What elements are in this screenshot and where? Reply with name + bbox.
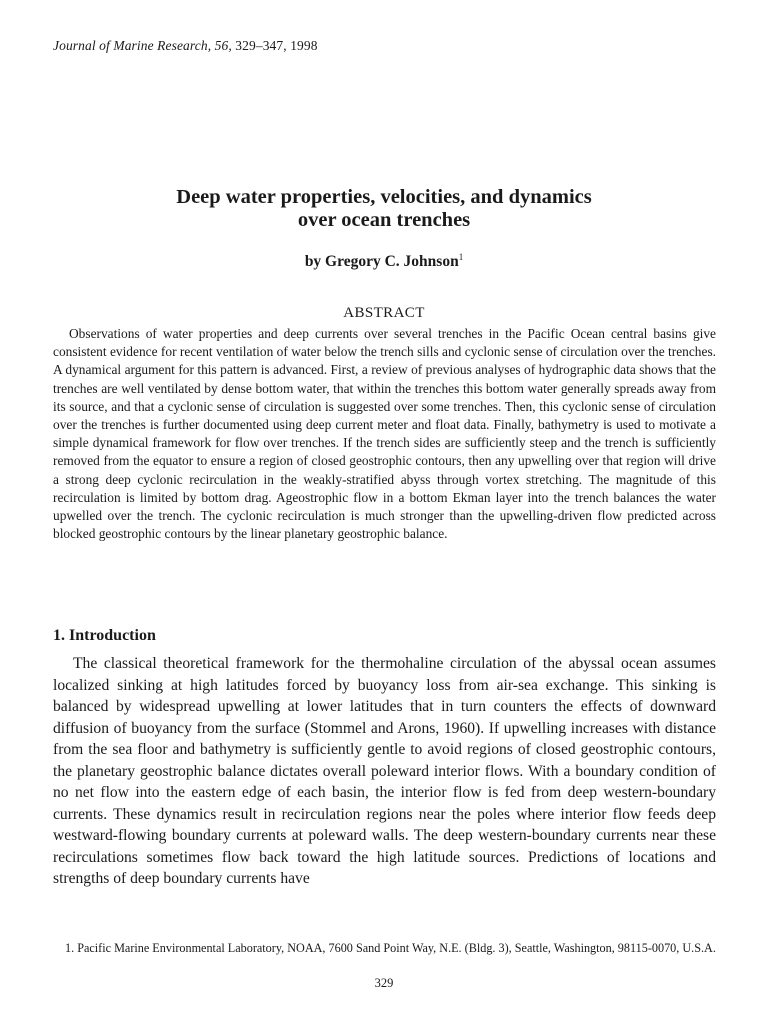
- page-number: 329: [374, 976, 394, 990]
- introduction-paragraph: The classical theoretical framework for the thermohaline circulation of the abyssal ocean assumes localized sinking at high latitudes forced by buoyancy loss from air-sea exchange. This sinking is balanced by widespread upwelling at lower latitudes that in turn counters the effects of downward diffusion of buoyancy from the surface (Stommel and Arons, 1960). If upwelling increases with distance from the sea floor and bathymetry is sufficiently gentle to avoid regions of closed geostrophic contours, the planetary geostrophic balance dictates overall poleward interior flows. With a boundary condition of no net flow into the eastern edge of each basin, the interior flow is fed from deep western-boundary currents. These dynamics result in recirculation regions near the poles where interior flow feeds deep westward-flowing boundary currents at poleward walls. The deep western-boundary currents near these recirculations sometimes flow back toward the high latitude sources. Predictions of locations and strengths of deep boundary currents have: [53, 655, 716, 887]
- journal-reference: [53, 38, 318, 54]
- article-title: [0, 186, 768, 232]
- article-title-line-2: over ocean trenches: [297, 209, 471, 231]
- author-name: by Gregory C. Johnson: [304, 253, 459, 270]
- author-byline: [0, 252, 768, 271]
- footnote-affiliation: 1. Pacific Marine Environmental Laboratory, NOAA, 7600 Sand Point Way, N.E. (Bldg. 3), Seattle, Washington, 98115-0070, U.S.A.: [65, 941, 716, 955]
- section-heading-introduction: 1. Introduction: [53, 627, 156, 644]
- article-title-line-1: Deep water properties, velocities, and dynamics: [176, 186, 592, 208]
- journal-name: Journal of Marine Research, 56,: [53, 38, 232, 53]
- author-footnote-marker[interactable]: 1: [458, 252, 464, 262]
- journal-pages-year: 329–347, 1998: [231, 38, 318, 53]
- abstract-heading: ABSTRACT: [343, 305, 425, 321]
- abstract-text: Observations of water properties and deep currents over several trenches in the Pacific Ocean central basins give consistent evidence for recent ventilation of water below the trench sills and cyclonic sense of circulation over the trenches. A dynamical argument for this pattern is advanced. First, a review of previous analyses of hydrographic data shows that the trenches are well ventilated by dense bottom water, that within the trenches this bottom water generally spreads away from its source, and that a cyclonic sense of circulation is suggested over some trenches. Then, this cyclonic sense of circulation over the trenches is further documented using deep current meter and float data. Finally, bathymetry is used to motivate a simple dynamical framework for flow over trenches. If the trench sides are sufficiently steep and the trench is sufficiently removed from the equator to ensure a region of closed geostrophic contours, then any upwelling over that region will drive a strong deep cyclonic recirculation in the weakly-stratified abyss through vortex stretching. The magnitude of this recirculation is limited by bottom drag. Ageostrophic flow in a bottom Ekman layer into the trench balances the water upwelled over the trench. The cyclonic recirculation is much stronger than the upwelling-driven flow predicted across blocked geostrophic contours by the linear planetary geostrophic balance.: [53, 326, 716, 542]
